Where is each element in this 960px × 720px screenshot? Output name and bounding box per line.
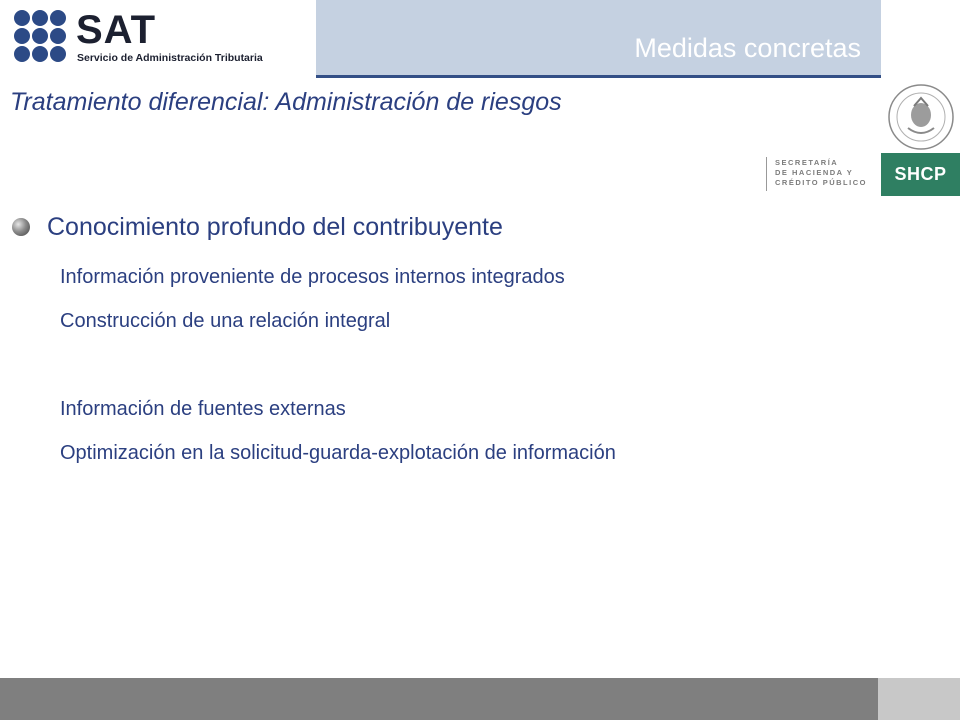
header-band bbox=[316, 0, 881, 75]
logo-name: SAT bbox=[76, 8, 157, 52]
footer-bar bbox=[0, 678, 878, 720]
secretaria-line2: DE HACIENDA Y bbox=[775, 168, 854, 177]
sub-bullet: Optimización en la solicitud-guarda-explotación de información bbox=[60, 442, 616, 464]
page-title: Medidas concretas bbox=[634, 33, 861, 63]
header-rule bbox=[316, 75, 881, 78]
sub-bullet: Construcción de una relación integral bbox=[60, 310, 391, 332]
sub-bullet: Información de fuentes externas bbox=[60, 398, 346, 420]
slide-subtitle: Tratamiento diferencial: Administración de riesgos bbox=[10, 88, 562, 116]
sat-logo-icon bbox=[12, 8, 68, 64]
sub-bullet: Información proveniente de procesos internos integrados bbox=[60, 266, 565, 288]
mexico-seal-icon bbox=[886, 82, 956, 152]
secretaria-label bbox=[775, 158, 870, 188]
secretaria-line1: SECRETARÍA bbox=[775, 158, 839, 167]
footer-corner bbox=[878, 678, 960, 720]
logo-subtitle: Servicio de Administración Tributaria bbox=[77, 52, 263, 64]
main-bullet: Conocimiento profundo del contribuyente bbox=[47, 213, 503, 241]
sat-logo bbox=[0, 0, 316, 75]
secretaria-line3: CRÉDITO PÚBLICO bbox=[775, 178, 867, 187]
secretaria-divider bbox=[766, 157, 767, 191]
shcp-badge: SHCP bbox=[881, 153, 960, 196]
bullet-icon bbox=[12, 218, 30, 236]
